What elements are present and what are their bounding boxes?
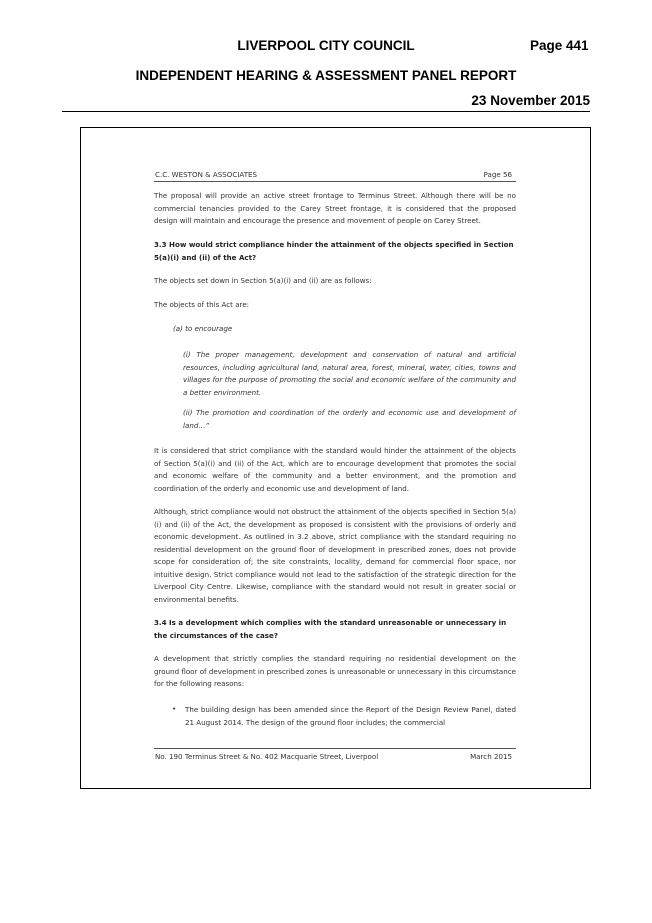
paragraph-strict-compliance: Although, strict compliance would not obstruct the attainment of the objects specified in Section 5(a)(i) and (ii) of the Act, the development as proposed is consistent with the provisions of orderly and economic development. As outlined in 3.2 above, strict compliance with the standard requiring no residential development on the ground floor of development in prescribed zones, does not provide scope for consideration of; the site constraints, locality, demand for commercial floor space, nor intuitive design. Strict compliance would not lead to the satisfaction of the strategic direction for the Liverpool City Centre. Likewise, compliance with the standard would not result in greater social or environmental benefits. [154, 507, 516, 604]
quote-item-i: (i) The proper management, development and conservation of natural and artificial resources, including agricultural land, natural area, forest, mineral, water, cities, towns and villages for the purpose of promoting the social and economic welfare of the community and a better environment. [183, 350, 516, 397]
document-header [154, 170, 516, 182]
report-date: 23 November 2015 [471, 93, 590, 108]
document-header-company: C.C. WESTON & ASSOCIATES [155, 170, 258, 179]
document-footer [154, 748, 516, 764]
paragraph-objects-intro: The objects set down in Section 5(a)(i) and (ii) are as follows: [154, 276, 372, 285]
heading-3-3: 3.3 How would strict compliance hinder the attainment of the objects specified in Section 5(a)(i) and (ii) of the Act? [154, 240, 514, 262]
report-title: INDEPENDENT HEARING & ASSESSMENT PANEL REPORT [135, 68, 517, 83]
heading-3-4: 3.4 Is a development which complies with the standard unreasonable or unnecessary in the circumstances of the case? [154, 618, 507, 640]
document-footer-address: No. 190 Terminus Street & No. 402 Macquarie Street, Liverpool [155, 752, 379, 761]
bullet-design-amended: The building design has been amended since the Report of the Design Review Panel, dated 21 August 2014. The design of the ground floor includes; the commercial [185, 705, 516, 727]
paragraph-active-frontage: The proposal will provide an active street frontage to Terminus Street. Although there will be no commercial tenancies provided to the Carey Street frontage, it is considered that the proposed design will maintain and encourage the presence and movement of people on Carey Street. [154, 191, 516, 225]
document-header-page: Page 56 [483, 170, 512, 179]
bullet-icon: • [172, 704, 177, 713]
quote-encourage: (a) to encourage [173, 324, 233, 333]
quote-item-ii: (ii) The promotion and coordination of the orderly and economic use and development of land…” [183, 408, 516, 430]
header-rule [62, 111, 590, 112]
paragraph-hinder-attainment: It is considered that strict compliance with the standard would hinder the attainment of the objects of Section 5(a)(i) and (ii) of the Act, which are to encourage development that promotes the social and economic welfare of the community and a better environment, and the promotion and coordination of the orderly and economic use and development of land. [154, 446, 516, 493]
council-name: LIVERPOOL CITY COUNCIL [237, 38, 415, 53]
paragraph-unreasonable: A development that strictly complies the standard requiring no residential development on the ground floor of development in prescribed zones is unreasonable or unnecessary in this circumstance for the following reasons: [154, 654, 516, 688]
page-number: Page 441 [530, 38, 589, 53]
document-footer-date: March 2015 [470, 752, 512, 761]
paragraph-objects-label: The objects of this Act are: [154, 300, 250, 309]
